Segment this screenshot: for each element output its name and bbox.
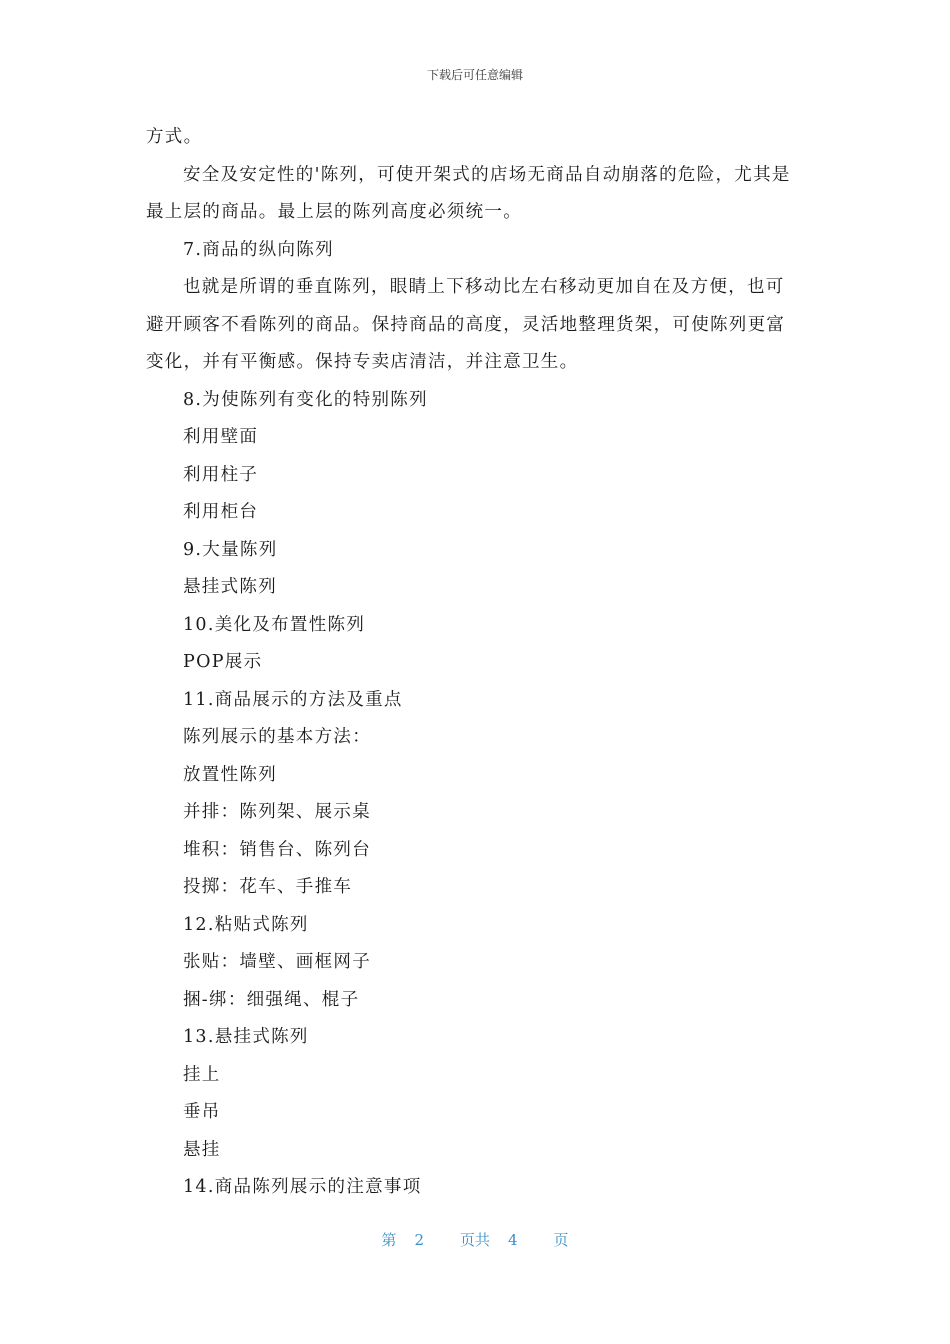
section-heading: 10.美化及布置性陈列 (183, 614, 366, 635)
paragraph-line: 方式。 (146, 127, 203, 147)
page-footer (0, 1229, 950, 1250)
section-heading: 13.悬挂式陈列 (183, 1027, 309, 1047)
section-heading: 9.大量陈列 (183, 539, 278, 560)
footer-prefix: 第 (381, 1231, 397, 1249)
section-heading: 7.商品的纵向陈列 (183, 239, 334, 260)
list-item: 捆-绑：细强绳、棍子 (183, 989, 360, 1010)
list-item: 放置性陈列 (183, 764, 277, 785)
list-item: 堆积：销售台、陈列台 (183, 839, 371, 860)
paragraph-line: 安全及安定性的'陈列，可使开架式的店场无商品自动崩落的危险，尤其是 (183, 164, 791, 185)
list-item: 垂吊 (183, 1102, 221, 1122)
footer-suffix: 页 (553, 1231, 569, 1249)
footer-page-number: 2 (414, 1231, 424, 1249)
list-item: 利用壁面 (183, 427, 259, 447)
paragraph-line: 变化，并有平衡感。保持专卖店清洁，并注意卫生。 (146, 352, 579, 372)
paragraph-line: 避开顾客不看陈列的商品。保持商品的高度，灵活地整理货架，可使陈列更富 (146, 314, 786, 335)
list-item: POP展示 (183, 652, 263, 672)
list-item: 挂上 (183, 1064, 221, 1085)
paragraph-line: 也就是所谓的垂直陈列，眼睛上下移动比左右移动更加自在及方便，也可 (183, 277, 785, 297)
list-item: 悬挂 (183, 1139, 221, 1160)
list-item: 张贴：墙壁、画框网子 (183, 952, 371, 972)
list-item: 利用柜台 (183, 502, 259, 522)
list-item: 陈列展示的基本方法： (183, 727, 371, 747)
page-header: 下载后可任意编辑 (426, 68, 523, 82)
section-heading: 14.商品陈列展示的注意事项 (183, 1177, 422, 1197)
footer-middle: 页共 (459, 1231, 490, 1249)
footer-total-pages: 4 (508, 1231, 518, 1249)
section-heading: 8.为使陈列有变化的特别陈列 (183, 389, 428, 410)
document-body (146, 119, 806, 1207)
list-item: 悬挂式陈列 (183, 577, 277, 597)
list-item: 并排：陈列架、展示桌 (183, 802, 371, 822)
section-heading: 11.商品展示的方法及重点 (183, 689, 403, 710)
list-item: 投掷：花车、手推车 (183, 877, 353, 897)
paragraph-line: 最上层的商品。最上层的陈列高度必须统一。 (146, 202, 522, 222)
section-heading: 12.粘贴式陈列 (183, 914, 309, 935)
list-item: 利用柱子 (183, 464, 259, 485)
